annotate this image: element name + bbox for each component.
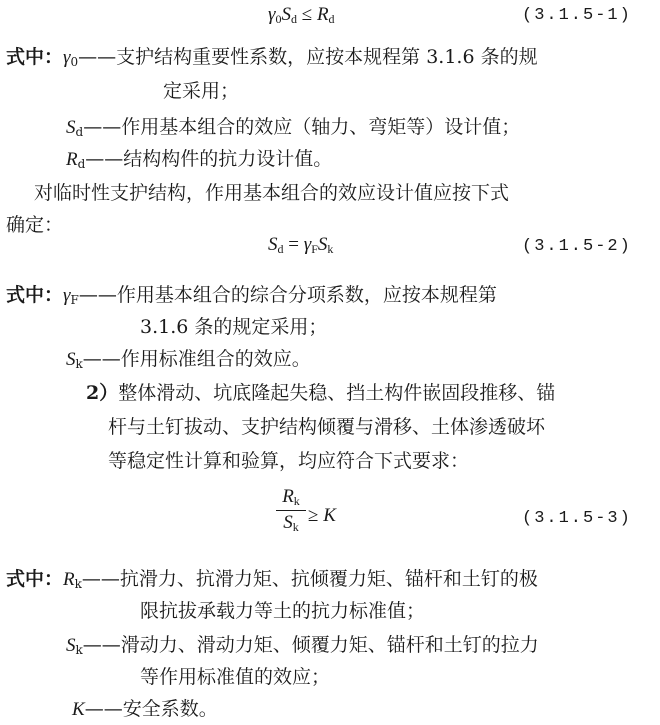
definition-Sk2-cont: 等作用标准值的效应；: [140, 666, 331, 688]
definition-K: K——安全系数。: [72, 698, 218, 720]
definition-Rd: $R_d——$结构构件的抗力设计值。: [66, 148, 333, 171]
fraction-bar: [276, 510, 306, 511]
definition-Rk-cont: 限抗拔承载力等土的抗力标准值；: [140, 600, 426, 622]
paragraph-line-1: 对临时性支护结构，作用基本组合的效应设计值应按下式: [34, 182, 510, 204]
equation-number: (3.1.5-1): [522, 6, 632, 25]
equation-3-1-5-3-rhs: ≥ K: [308, 505, 336, 526]
equation-3-1-5-2: $S_d = \gamma_FS_k$: [268, 234, 334, 256]
definition-gammaF-cont: 3.1.6 条的规定采用；: [140, 316, 328, 338]
definition-Sd: $S_d——$作用基本组合的效应（轴力、弯矩等）设计值；: [66, 116, 521, 139]
definition-gamma0-cont: 定采用；: [163, 80, 240, 102]
definition-Rk: 式中：$R_k——$抗滑力、抗滑力矩、抗倾覆力矩、锚杆和土钉的极: [6, 568, 538, 591]
definition-gammaF: 式中：$\gamma_F——$作用基本组合的综合分项系数，应按本规程第: [6, 284, 497, 307]
gamma-symbol: γ: [268, 4, 276, 25]
item-marker: 2）: [86, 382, 119, 404]
definition-Sk2: $S_k——$滑动力、滑动力矩、倾覆力矩、锚杆和土钉的拉力: [66, 634, 539, 657]
item-2-line-3: 等稳定性计算和验算，均应符合下式要求：: [108, 450, 470, 472]
equation-3-1-5-1: $\gamma_0S_d \le R_d$: [268, 4, 335, 26]
lead-text: 式中：: [6, 46, 64, 68]
paragraph-line-2: 确定：: [6, 214, 64, 236]
definition-gamma0: 式中：$\gamma_0——$支护结构重要性系数，应按本规程第 3.1.6 条的规: [6, 46, 538, 69]
equation-number: (3.1.5-2): [522, 237, 632, 256]
equation-number: (3.1.5-3): [522, 509, 632, 528]
item-2-line-1: 2）整体滑动、坑底隆起失稳、挡土构件嵌固段推移、锚: [86, 382, 556, 404]
definition-Sk: $S_k——$作用标准组合的效应。: [66, 348, 311, 371]
item-2-line-2: 杆与土钉拔动、支护结构倾覆与滑移、土体渗透破坏: [108, 416, 546, 438]
fraction-Rk-over-Sk: $R_k$ $S_k$: [276, 486, 306, 535]
